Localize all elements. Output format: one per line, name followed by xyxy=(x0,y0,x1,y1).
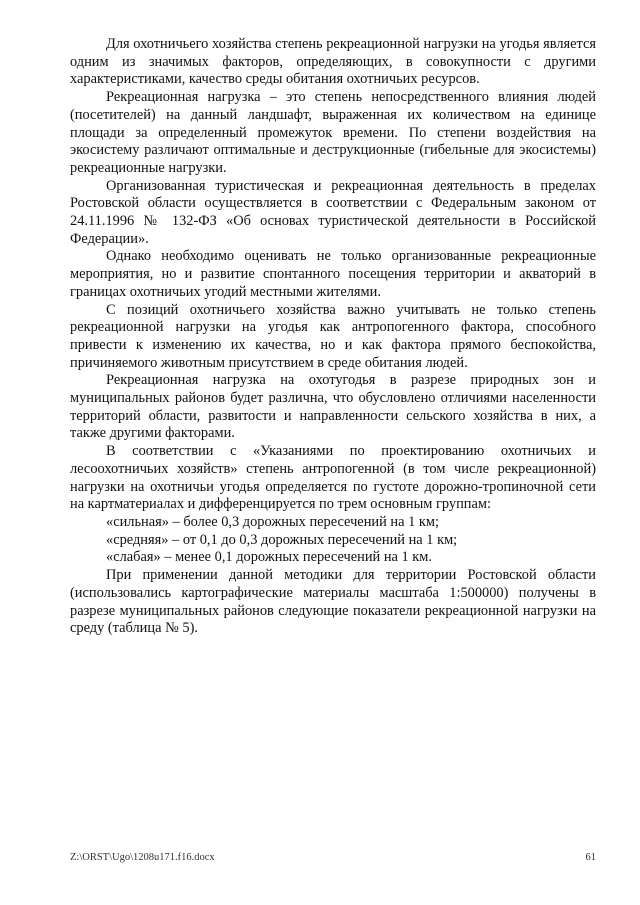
body-text xyxy=(70,36,596,638)
paragraph: При применении данной методики для территории Ростовской области (использовались картографические материалы масштаба 1:500000) получены в разрезе муниципальных районов следующие показатели рекреационной нагрузки на среду (таблица № 5). xyxy=(70,567,596,637)
paragraph: С позиций охотничьего хозяйства важно учитывать не только степень рекреационной нагрузки на угодья как антропогенного фактора, способного привести к изменению их качества, но и как фактора прямого беспокойства, причиняемого животным присутствием в среде обитания людей. xyxy=(70,301,596,371)
paragraph: Однако необходимо оценивать не только организованные рекреационные мероприятия, но и развитие спонтанного посещения территории и акваторий в границах охотничьих угодий местными жителями. xyxy=(70,248,596,300)
paragraph: Для охотничьего хозяйства степень рекреационной нагрузки на угодья является одним из значимых факторов, определяющих, в совокупности с другими характеристиками, качество среды обитания охотничьих ресурсов. xyxy=(70,36,596,88)
list-item-medium: «средняя» – от 0,1 до 0,3 дорожных пересечений на 1 км; xyxy=(106,531,458,548)
paragraph: Рекреационная нагрузка на охотугодья в разрезе природных зон и муниципальных районов будет различна, что обусловлено отличиями населенности территорий области, развитости и направленности сельского хозяйства в них, а также другими факторами. xyxy=(70,372,596,442)
paragraph: Организованная туристическая и рекреационная деятельность в пределах Ростовской области осуществляется в соответствии с Федеральным законом от 24.11.1996 № 132-ФЗ «Об основах туристической деятельности в Российской Федерации». xyxy=(70,177,596,247)
page-number: 61 xyxy=(585,852,596,863)
paragraph: В соответствии с «Указаниями по проектированию охотничьих и лесоохотничьих хозяйств» степень антропогенной (в том числе рекреационной) нагрузки на охотничьи угодья определяется по густоте дорожно-тропиночной сети на картматериалах и дифференцируется по трем основным группам: xyxy=(70,443,596,513)
list-item-weak: «слабая» – менее 0,1 дорожных пересечений на 1 км. xyxy=(106,549,432,566)
paragraph: Рекреационная нагрузка – это степень непосредственного влияния людей (посетителей) на данный ландшафт, выраженная их количеством на единице площади за определенный промежуток времени. По степени воздействия на экосистему различают оптимальные и деструкционные (гибельные для экосистемы) рекреационные нагрузки. xyxy=(70,89,596,176)
list-item-strong: «сильная» – более 0,3 дорожных пересечений на 1 км; xyxy=(106,513,439,530)
footer-file-path: Z:\ORST\Ugo\1208u171.f16.docx xyxy=(70,852,215,863)
